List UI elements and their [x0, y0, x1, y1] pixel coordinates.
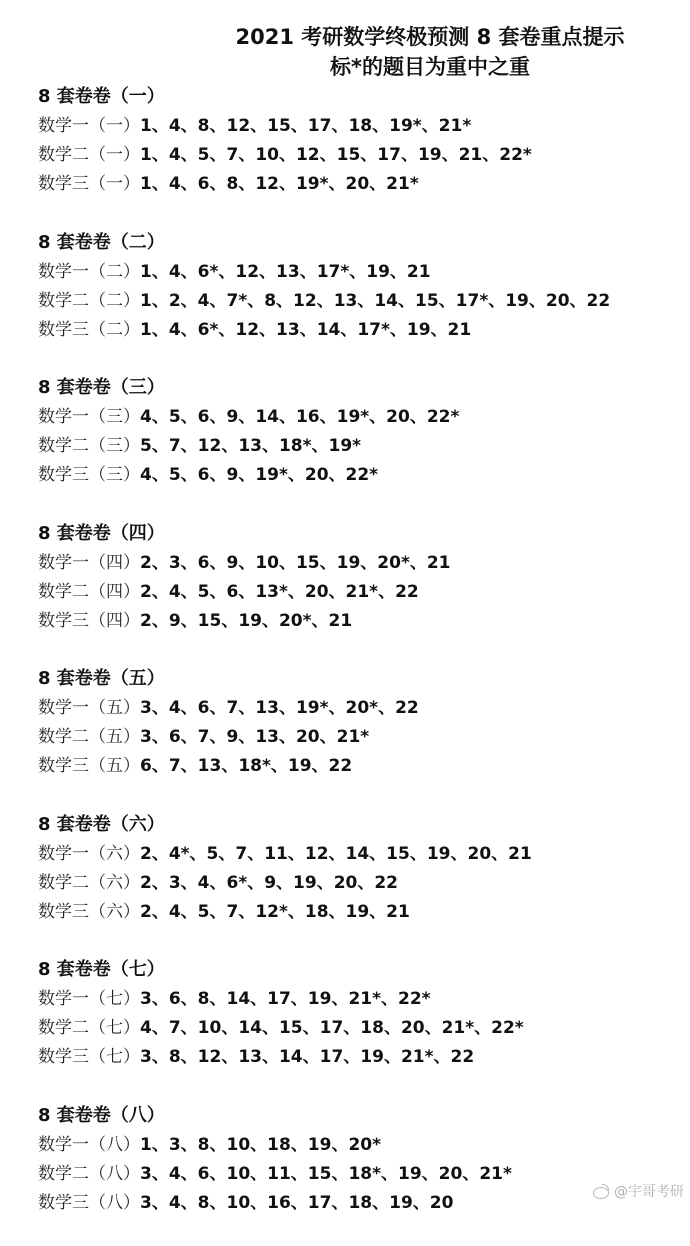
row-question-numbers: 4、5、6、9、14、16、19*、20、22*: [140, 407, 459, 427]
row-label: 数学二（二）: [38, 291, 140, 311]
set-title: 8 套卷卷（二）: [38, 228, 678, 258]
question-row: [38, 1014, 678, 1043]
question-row: [38, 840, 678, 869]
set-title: 8 套卷卷（六）: [38, 810, 678, 840]
row-question-numbers: 2、4、5、6、13*、20、21*、22: [140, 582, 419, 602]
question-row: [38, 898, 678, 927]
question-row: [38, 258, 678, 287]
row-question-numbers: 1、4、5、7、10、12、15、17、19、21、22*: [140, 145, 532, 165]
row-label: 数学二（三）: [38, 436, 140, 456]
row-question-numbers: 3、6、7、9、13、20、21*: [140, 727, 369, 747]
row-question-numbers: 3、4、8、10、16、17、18、19、20: [140, 1193, 453, 1213]
row-question-numbers: 6、7、13、18*、19、22: [140, 756, 352, 776]
set-title: 8 套卷卷（三）: [38, 373, 678, 403]
exam-set-section: [38, 373, 678, 519]
question-row: [38, 1131, 678, 1160]
row-label: 数学二（四）: [38, 582, 140, 602]
exam-set-section: [38, 664, 678, 810]
title-line-2: 标*的题目为重中之重: [230, 52, 630, 82]
exam-set-section: [38, 1101, 678, 1246]
row-label: 数学一（八）: [38, 1135, 140, 1155]
question-row: [38, 1189, 678, 1218]
row-question-numbers: 1、2、4、7*、8、12、13、14、15、17*、19、20、22: [140, 291, 610, 311]
row-label: 数学二（八）: [38, 1164, 140, 1184]
question-row: [38, 112, 678, 141]
row-question-numbers: 2、3、6、9、10、15、19、20*、21: [140, 553, 451, 573]
row-label: 数学二（一）: [38, 145, 140, 165]
row-label: 数学三（四）: [38, 611, 140, 631]
row-label: 数学三（七）: [38, 1047, 140, 1067]
row-label: 数学一（三）: [38, 407, 140, 427]
question-row: [38, 869, 678, 898]
row-question-numbers: 1、4、6、8、12、19*、20、21*: [140, 174, 419, 194]
row-question-numbers: 1、3、8、10、18、19、20*: [140, 1135, 381, 1155]
set-title: 8 套卷卷（一）: [38, 82, 678, 112]
document-title: [230, 22, 630, 82]
exam-set-section: [38, 519, 678, 665]
row-question-numbers: 2、3、4、6*、9、19、20、22: [140, 873, 398, 893]
row-question-numbers: 2、4、5、7、12*、18、19、21: [140, 902, 410, 922]
question-row: [38, 607, 678, 636]
exam-set-section: [38, 810, 678, 956]
exam-sets-list: [38, 82, 678, 1246]
row-question-numbers: 5、7、12、13、18*、19*: [140, 436, 361, 456]
row-question-numbers: 3、6、8、14、17、19、21*、22*: [140, 989, 431, 1009]
row-question-numbers: 3、8、12、13、14、17、19、21*、22: [140, 1047, 474, 1067]
row-label: 数学一（六）: [38, 844, 140, 864]
set-title: 8 套卷卷（五）: [38, 664, 678, 694]
question-row: [38, 752, 678, 781]
row-label: 数学一（二）: [38, 262, 140, 282]
question-row: [38, 1160, 678, 1189]
row-question-numbers: 3、4、6、10、11、15、18*、19、20、21*: [140, 1164, 512, 1184]
question-row: [38, 141, 678, 170]
question-row: [38, 723, 678, 752]
question-row: [38, 403, 678, 432]
question-row: [38, 578, 678, 607]
title-line-1: 2021 考研数学终极预测 8 套卷重点提示: [230, 22, 630, 52]
row-label: 数学三（三）: [38, 465, 140, 485]
row-question-numbers: 1、4、8、12、15、17、18、19*、21*: [140, 116, 471, 136]
row-question-numbers: 4、5、6、9、19*、20、22*: [140, 465, 378, 485]
row-question-numbers: 3、4、6、7、13、19*、20*、22: [140, 698, 419, 718]
question-row: [38, 316, 678, 345]
row-question-numbers: 1、4、6*、12、13、17*、19、21: [140, 262, 431, 282]
set-title: 8 套卷卷（七）: [38, 955, 678, 985]
row-label: 数学二（六）: [38, 873, 140, 893]
question-row: [38, 549, 678, 578]
question-row: [38, 694, 678, 723]
row-label: 数学三（一）: [38, 174, 140, 194]
row-label: 数学一（一）: [38, 116, 140, 136]
set-title: 8 套卷卷（四）: [38, 519, 678, 549]
exam-set-section: [38, 82, 678, 228]
row-label: 数学一（四）: [38, 553, 140, 573]
row-label: 数学三（五）: [38, 756, 140, 776]
row-label: 数学一（七）: [38, 989, 140, 1009]
row-label: 数学三（八）: [38, 1193, 140, 1213]
question-row: [38, 432, 678, 461]
exam-set-section: [38, 955, 678, 1101]
weibo-icon: [592, 1184, 610, 1198]
question-row: [38, 287, 678, 316]
question-row: [38, 170, 678, 199]
row-label: 数学三（二）: [38, 320, 140, 340]
row-question-numbers: 4、7、10、14、15、17、18、20、21*、22*: [140, 1018, 524, 1038]
row-label: 数学二（五）: [38, 727, 140, 747]
question-row: [38, 461, 678, 490]
row-question-numbers: 2、4*、5、7、11、12、14、15、19、20、21: [140, 844, 532, 864]
set-title: 8 套卷卷（八）: [38, 1101, 678, 1131]
question-row: [38, 1043, 678, 1072]
watermark-text: @宇哥考研: [614, 1181, 684, 1201]
row-label: 数学一（五）: [38, 698, 140, 718]
watermark: [592, 1181, 684, 1201]
exam-set-section: [38, 228, 678, 374]
row-label: 数学二（七）: [38, 1018, 140, 1038]
row-question-numbers: 2、9、15、19、20*、21: [140, 611, 352, 631]
question-row: [38, 985, 678, 1014]
row-label: 数学三（六）: [38, 902, 140, 922]
row-question-numbers: 1、4、6*、12、13、14、17*、19、21: [140, 320, 471, 340]
